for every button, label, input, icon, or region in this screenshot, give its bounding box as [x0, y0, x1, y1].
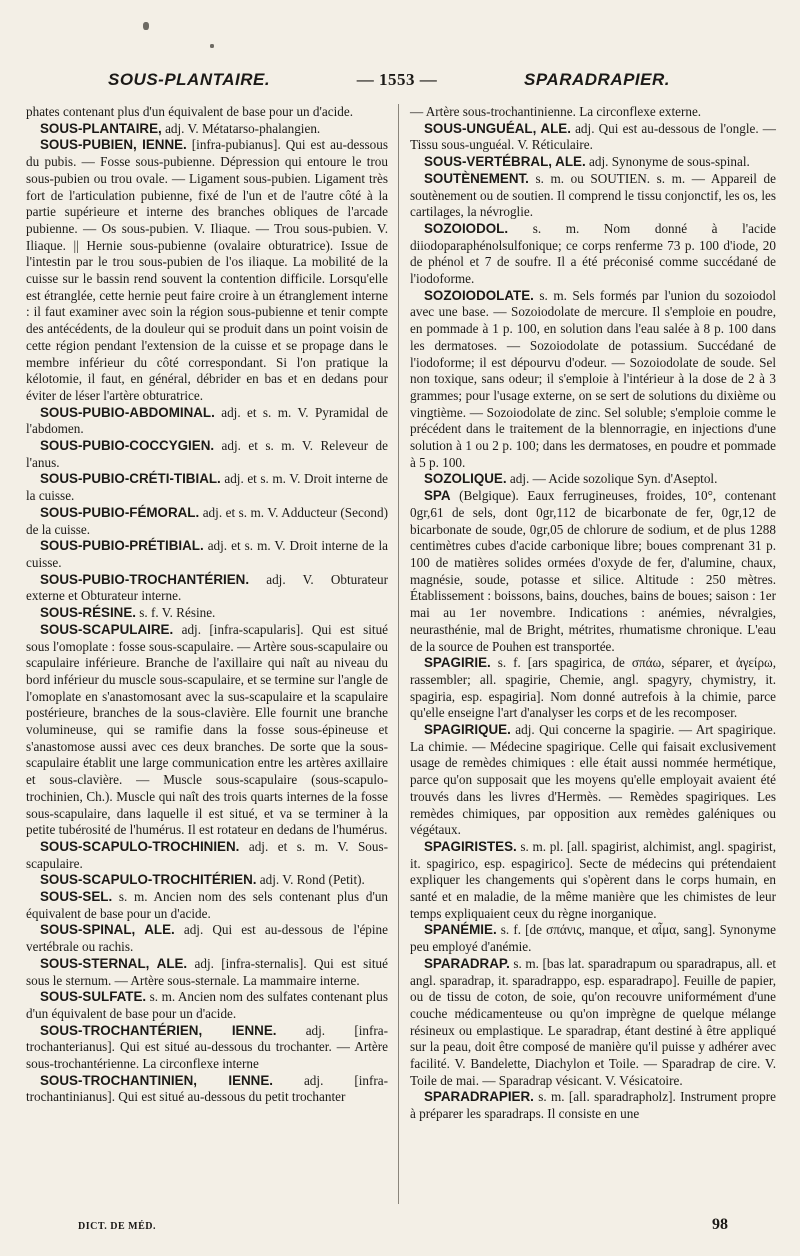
entry-definition: adj. Qui concerne la spagirie. — Art spagirique. La chimie. — Médecine spagirique. Celle qui faisait exclusivement usage de remèdes chimiques : elle était aussi nommée hermétique, parce qu'on supposait que les moyens qu'elle employait avaient été trouvés dans les livres d'Hermès. — Remèdes spagiriques. Les remèdes chimiques, par opposition aux remèdes galéniques ou végétaux.	[410, 722, 776, 838]
dictionary-entry	[410, 922, 776, 955]
dictionary-entry	[26, 605, 388, 622]
dictionary-entry	[410, 655, 776, 722]
ink-mark	[210, 44, 214, 48]
entry-headword: SOUS-SEL.	[40, 889, 113, 905]
entry-headword: SPA	[424, 488, 451, 504]
footer-dictionary-signature: DICT. DE MÉD.	[78, 1221, 156, 1232]
entry-headword: SOUS-SULFATE.	[40, 989, 147, 1005]
entry-definition: s. m. [all. sparadrapholz]. Instrument propre à préparer les sparadraps. Il consiste en une	[410, 1089, 776, 1122]
dictionary-entry	[410, 288, 776, 472]
entry-definition: (Belgique). Eaux ferrugineuses, froides, 10°, contenant 0gr,61 de sels, dont 0gr,112 de bicarbonate de fer, 0gr,12 de bicarbonate de soude, 0gr,05 de chlorure de sodium, et de plus 1288 centimètres cubes d'acide carbonique libre; boues comprenant 31 p. 100 de matières solides ormées d'oxyde de fer, d'alumine, chaux, magnésie, soude, potasse et silice. Altitude : 250 mètres. Établissement : boissons, bains, douches, bains de boues; saison : 1er mai au 1er novembre. Indications : anémies, névralgies, neurasthénie, mal de Bright, métrites, rhumatisme chronique. L'eau de la source de Pouhen est transportée.	[410, 488, 777, 654]
dictionary-entry	[26, 872, 388, 889]
dictionary-entry	[410, 471, 776, 488]
entry-headword: SOUS-PUBIO-PRÉTIBIAL.	[40, 538, 204, 554]
entry-headword: SPAGIRISTES.	[424, 838, 517, 854]
entry-definition: s. f. [ars spagirica, de σπάω, séparer, et ἀγείρω, rassembler; all. spagirie, Chemie, angl. spagyry, chymistry, it. spagiria, esp. espagiria]. Nom donné autrefois à la chimie, parce qu'elle enseigne l'art d'analyser les corps et de les recomposer.	[410, 655, 777, 721]
entry-headword: SOUS-PUBIO-CRÉTI-TIBIAL.	[40, 471, 221, 487]
dictionary-entry	[26, 104, 388, 121]
entry-headword: SOUS-UNGUÉAL, ALE.	[424, 120, 571, 136]
entry-headword: SPARADRAP.	[424, 955, 510, 971]
entry-headword: SOUS-RÉSINE.	[40, 605, 136, 621]
entry-definition: s. m. pl. [all. spagirist, alchimist, angl. spagirist, it. spagirico, esp. espagirico]. Secte de médecins qui prétendaient expliquer les changements qui s'opèrent dans le corps humain, en santé et en maladie, de la même manière que les chimistes de leur temps expliquaient ceux du règne inorganique.	[410, 838, 776, 921]
entry-definition: adj. V. Rond (Petit).	[259, 872, 365, 888]
dictionary-entry	[410, 171, 776, 221]
dictionary-entry	[26, 889, 388, 922]
entry-definition: s. m. Nom donné à l'acide diiodoparaphénolsulfonique; ce corps renferme 73 p. 100 d'iode, 20 de phénol et 7 de soufre. Il a été préconisé comme succédané de l'iodoforme.	[410, 220, 776, 287]
entry-headword: SOUS-PUBIO-COCCYGIEN.	[40, 438, 215, 454]
dictionary-entry	[26, 121, 388, 138]
entry-definition: adj. [infra-scapularis]. Qui est situé sous l'omoplate : fosse sous-scapulaire. — Artère sous-scapulaire ou scapulaire inférieure. Branche de l'axillaire qui naît au niveau du bord inférieur du muscle sous-scapulaire, et se termine sur l'angle de l'omoplate en s'anastomosant avec la sus-scapulaire et la scapulaire postérieure, branches de la sous-clavière. Elle fournit une branche volumineuse, qui se ramifie dans la fosse sous-épineuse et s'anastomose aussi avec ces deux branches. De sorte que la sous-scapulaire établit une large communication entre les artères axillaire et sous-clavière. — Muscle sous-scapulaire (sous-scapulo-trochinien, Ch.). Muscle qui naît des trois quarts internes de la fosse sous-scapulaire, dans laquelle il est situé, et va se terminer à la petite tubérosité de l'humérus. Il est rotateur en dedans de l'humérus.	[26, 621, 389, 838]
entry-definition: s. f. [de σπάνις, manque, et αἷμα, sang]. Synonyme peu employé d'anémie.	[410, 922, 776, 955]
dictionary-entry	[410, 221, 776, 288]
entry-headword: SOUS-SPINAL, ALE.	[40, 922, 175, 938]
entry-headword: SPAGIRIE.	[424, 655, 491, 671]
entry-definition: adj. Qui est au-dessous de l'ongle. — Tissu sous-unguéal. V. Réticulaire.	[410, 120, 776, 153]
entry-headword: SOUS-SCAPULO-TROCHINIEN.	[40, 838, 240, 854]
entry-headword: SOUS-PUBIEN, IENNE.	[40, 137, 187, 153]
entry-definition: adj. V. Obturateur externe et Obturateur interne.	[26, 571, 388, 604]
entry-headword: SOUS-SCAPULO-TROCHITÉRIEN.	[40, 872, 257, 888]
entry-headword: SOUS-VERTÉBRAL, ALE.	[424, 154, 586, 170]
entry-definition: — Artère sous-trochantinienne. La circonflexe externe.	[410, 104, 702, 119]
dictionary-entry	[410, 154, 776, 171]
right-column	[410, 104, 776, 1123]
entry-definition: adj. Qui est au-dessous de l'épine vertébrale ou rachis.	[26, 922, 388, 955]
header-page-number: — 1553 —	[356, 70, 438, 89]
entry-definition: adj. [infra-trochanterianus]. Qui est situé au-dessous du trochanter. — Artère sous-trochantérienne. La circonflexe interne	[26, 1022, 388, 1072]
dictionary-entry	[26, 405, 388, 438]
entry-headword: SOUS-TROCHANTINIEN, IENNE.	[40, 1072, 273, 1088]
entry-headword: SPARADRAPIER.	[424, 1089, 534, 1105]
running-header	[108, 70, 670, 90]
entry-headword: SOUS-PUBIO-ABDOMINAL.	[40, 404, 215, 420]
entry-definition: s. m. [bas lat. sparadrapum ou sparadrapus, all. et angl. sparadrap, it. sparadrappo, esp. esparadrapo]. Feuille de papier, ou de tissu de coton, de soie, qu'on recouvre uniformément d'une couche médicamenteuse ou qu'on imprègne de quelque mélange résineux ou emplastique. Le sparadrap, étant destiné à être appliqué sur la peau, doit être composé de manière qu'il puisse y adhérer avec facilité. V. Bandelette, Diachylon et Toile. — Sparadrap de cire. V. Toile de mai. — Sparadrap vésicant. V. Vésicatoire.	[410, 955, 776, 1088]
entry-headword: SOZOIODOL.	[424, 220, 509, 236]
dictionary-entry	[410, 956, 776, 1090]
entry-headword: SPAGIRIQUE.	[424, 722, 511, 738]
header-right-guideword: SPARADRAPIER.	[524, 70, 670, 89]
entry-headword: SOUS-STERNAL, ALE.	[40, 955, 188, 971]
entry-headword: SOUS-PUBIO-TROCHANTÉRIEN.	[40, 571, 250, 587]
dictionary-entry	[410, 121, 776, 154]
entry-definition: adj. et s. m. V. Droit interne de la cuisse.	[26, 538, 389, 570]
dictionary-entry	[410, 104, 776, 121]
entry-definition: s. m. Sels formés par l'union du sozoiodol avec une base. — Sozoiodolate de mercure. Il s'emploie en poudre, en pommade à 1 p. 100, en solution dans l'eau salée à 8 p. 100 dans les dermatoses. — Sozoiodolate de potassium. Succédané de l'iodoforme; il est dépourvu d'odeur. — Sozoiodolate de soude. Sel non toxique, sans odeur; il s'emploie à l'intérieur à la dose de 2 à 3 grammes; pour l'usage externe, on se sert de solutions du dixième ou vingtième. — Sozoiodolate de zinc. Sel soluble; s'emploie comme le précédent dans le traitement de la blennorragie, en injections d'une solution à 1 ou 2 p. 100; dans les dermatoses, en poudre et pommade à 5 p. 100.	[410, 287, 777, 470]
dictionary-entry	[26, 471, 388, 504]
entry-definition: s. f. V. Résine.	[139, 605, 216, 621]
entry-definition: adj. et s. m. V. Sous-scapulaire.	[26, 838, 388, 871]
entry-definition: adj. [infra-trochantinianus]. Qui est situé au-dessous du petit trochanter	[26, 1072, 388, 1105]
dictionary-entry	[26, 622, 388, 839]
column-divider	[398, 104, 399, 1204]
dictionary-entry	[26, 922, 388, 955]
ink-mark	[143, 22, 149, 30]
dictionary-entry	[26, 839, 388, 872]
entry-definition: adj. et s. m. V. Droit interne de la cuisse.	[26, 471, 389, 504]
entry-headword: SPANÉMIE.	[424, 922, 497, 938]
dictionary-entry	[26, 538, 388, 571]
entry-definition: adj. et s. m. V. Pyramidal de l'abdomen.	[26, 404, 388, 437]
dictionary-entry	[410, 488, 776, 655]
entry-definition: adj. V. Métatarso-phalangien.	[165, 120, 321, 136]
entry-definition: s. m. Ancien nom des sulfates contenant plus d'un équivalent de base pour un d'acide.	[26, 989, 389, 1021]
entry-definition: s. m. Ancien nom des sels contenant plus d'un équivalent de base pour un d'acide.	[26, 889, 389, 921]
entry-definition: s. m. ou SOUTIEN. s. m. — Appareil de soutènement ou de soutien. Il comprend le tissu conjonctif, les os, les cartilages, la névroglie.	[410, 170, 776, 220]
dictionary-entry	[26, 1023, 388, 1073]
entry-headword: SOZOIODOLATE.	[424, 287, 534, 303]
dictionary-entry	[26, 137, 388, 404]
header-left-guideword: SOUS-PLANTAIRE.	[108, 70, 271, 89]
dictionary-entry	[410, 1089, 776, 1122]
left-column	[26, 104, 388, 1106]
entry-definition: adj. Synonyme de sous-spinal.	[589, 154, 750, 170]
dictionary-entry	[26, 505, 388, 538]
entry-headword: SOUS-TROCHANTÉRIEN, IENNE.	[40, 1022, 277, 1038]
entry-headword: SOUS-PLANTAIRE,	[40, 120, 162, 136]
entry-definition: adj. et s. m. V. Adducteur (Second) de la cuisse.	[26, 504, 389, 537]
entry-definition: adj. — Acide sozolique Syn. d'Aseptol.	[509, 471, 718, 487]
page-footer	[78, 1216, 728, 1234]
entry-definition: adj. et s. m. V. Releveur de l'anus.	[26, 438, 388, 470]
dictionary-entry	[410, 839, 776, 923]
footer-sheet-number: 98	[712, 1216, 728, 1233]
entry-definition: [infra-pubianus]. Qui est au-dessous du pubis. — Fosse sous-pubienne. Dépression qui entoure le trou sous-pubien ou trou ovale. — Ligament sous-pubien. Ligament très fort de l'articulation pubienne, fixé de l'un et de l'autre côté à la partie supérieure et interne des branches obliques de l'arcade pubienne. — Os sous-pubien. V. Iliaque. — Trou sous-pubien. V. Iliaque. || Hernie sous-pubienne (ovalaire obturatrice). Issue de l'intestin par le trou sous-pubien de l'os iliaque. La mobilité de la cuisse sur le bassin rend souvent la contention difficile. Lorsqu'elle est étranglée, cette hernie peut faire croire à un étranglement interne : il faut examiner avec soin la région sous-pubienne et tenir compte des antécédents, de la douleur qui se produit dans un point voisin de cette région pendant l'extension de la cuisse et se propage dans le membre inférieur du côté correspondant. Si l'on pratique la kélotomie, il faut, en général, débrider en bas et en dedans pour éviter de léser l'artère obturatrice.	[26, 137, 388, 403]
dictionary-entry	[26, 989, 388, 1022]
entry-definition: adj. [infra-sternalis]. Qui est situé sous le sternum. — Artère sous-sternale. La mammaire interne.	[26, 955, 389, 988]
entry-headword: SOUS-PUBIO-FÉMORAL.	[40, 504, 200, 520]
dictionary-entry	[26, 438, 388, 471]
dictionary-entry	[26, 1073, 388, 1106]
dictionary-entry	[410, 722, 776, 839]
dictionary-entry	[26, 572, 388, 605]
entry-headword: SOZOLIQUE.	[424, 471, 507, 487]
entry-headword: SOUTÈNEMENT.	[424, 170, 529, 186]
dictionary-entry	[26, 956, 388, 989]
entry-definition: phates contenant plus d'un équivalent de base pour un d'acide.	[26, 104, 354, 119]
entry-headword: SOUS-SCAPULAIRE.	[40, 621, 174, 637]
